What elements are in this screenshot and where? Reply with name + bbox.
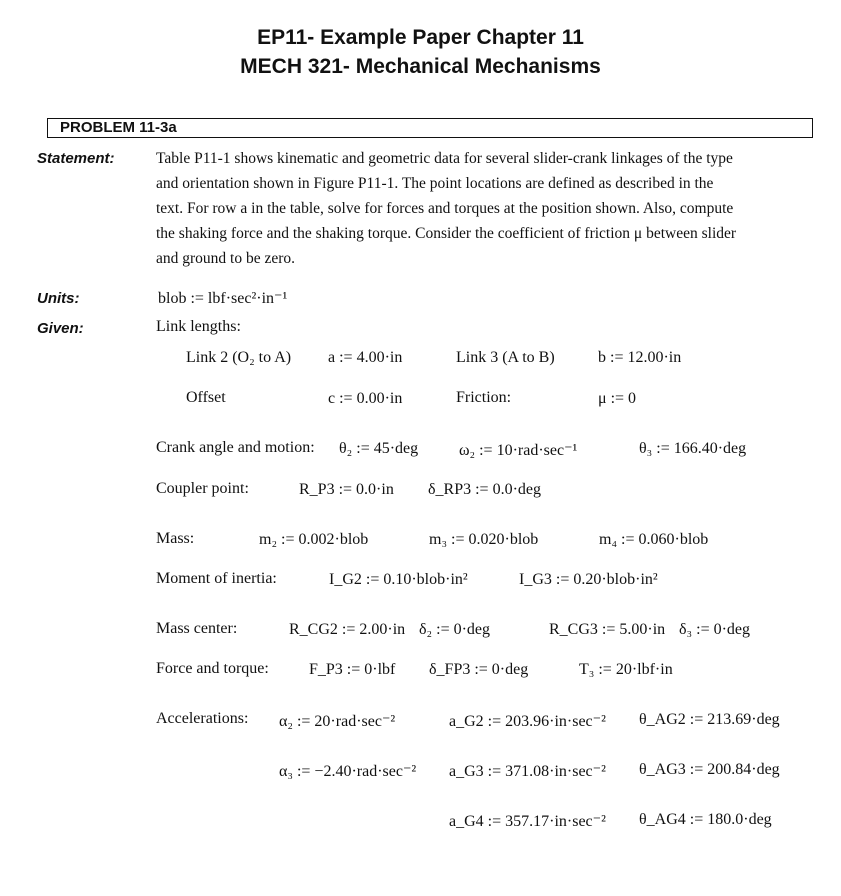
delta2-value: δ₂ := 0·deg (419, 621, 491, 638)
delta-fp3-value: δ_FP3 := 0·deg (429, 661, 529, 678)
ag3-value: a_G3 := 371.08·in·sec⁻² (449, 763, 606, 780)
accelerations-heading: Accelerations: (156, 710, 249, 727)
rcg3-value: R_CG3 := 5.00·in (549, 621, 666, 638)
t3-value: T₃ := 20·lbf·in (579, 661, 673, 678)
statement-line: and orientation shown in Figure P11-1. The point locations are defined as described in the (156, 175, 714, 192)
statement-text (156, 146, 796, 271)
coupler-heading: Coupler point: (156, 480, 249, 497)
mass-heading: Mass: (156, 530, 195, 547)
statement-line: and ground to be zero. (156, 250, 296, 267)
theta2-value: θ₂ := 45·deg (339, 440, 419, 457)
theta-ag3-value: θ_AG3 := 200.84·deg (639, 761, 780, 778)
m3-value: m₃ := 0.020·blob (429, 531, 539, 548)
rp3-value: R_P3 := 0.0·in (299, 481, 394, 498)
delta3-value: δ₃ := 0·deg (679, 621, 751, 638)
crank-heading: Crank angle and motion: (156, 439, 315, 456)
ig2-value: I_G2 := 0.10·blob·in² (329, 571, 468, 588)
offset-label: Offset (186, 389, 226, 406)
ag4-value: a_G4 := 357.17·in·sec⁻² (449, 813, 606, 830)
offset-value: c := 0.00·in (328, 390, 403, 407)
rcg2-value: R_CG2 := 2.00·in (289, 621, 406, 638)
link2-label: Link 2 (O₂ to A) (186, 349, 292, 366)
link3-label: Link 3 (A to B) (456, 349, 555, 366)
link-lengths-heading: Link lengths: (156, 318, 241, 335)
m2-value: m₂ := 0.002·blob (259, 531, 369, 548)
link2-length: a := 4.00·in (328, 349, 403, 366)
link3-length: b := 12.00·in (598, 349, 682, 366)
statement-line: the shaking force and the shaking torque. Consider the coefficient of friction μ between slider (156, 225, 737, 242)
omega2-value: ω₂ := 10·rad·sec⁻¹ (459, 442, 578, 459)
force-torque-heading: Force and torque: (156, 660, 269, 677)
paper-title: EP11- Example Paper Chapter 11 (257, 26, 584, 49)
moi-heading: Moment of inertia: (156, 570, 277, 587)
theta-ag2-value: θ_AG2 := 213.69·deg (639, 711, 780, 728)
delta-rp3-value: δ_RP3 := 0.0·deg (428, 481, 542, 498)
statement-line: Table P11-1 shows kinematic and geometric data for several slider-crank linkages of the type (156, 150, 733, 167)
ig3-value: I_G3 := 0.20·blob·in² (519, 571, 658, 588)
statement-line: text. For row a in the table, solve for forces and torques at the position shown. Also, compute (156, 200, 734, 217)
course-title: MECH 321- Mechanical Mechanisms (240, 55, 601, 78)
units-label: Units: (37, 290, 80, 307)
alpha3-value: α₃ := −2.40·rad·sec⁻² (279, 763, 417, 780)
friction-value: μ := 0 (598, 390, 637, 407)
theta-ag4-value: θ_AG4 := 180.0·deg (639, 811, 772, 828)
problem-label: PROBLEM 11-3a (60, 119, 177, 136)
alpha2-value: α₂ := 20·rad·sec⁻² (279, 713, 396, 730)
ag2-value: a_G2 := 203.96·in·sec⁻² (449, 713, 606, 730)
given-label: Given: (37, 320, 84, 337)
friction-label: Friction: (456, 389, 512, 406)
m4-value: m₄ := 0.060·blob (599, 531, 709, 548)
statement-label: Statement: (37, 150, 115, 167)
blob-definition: blob := lbf·sec²·in⁻¹ (158, 290, 288, 307)
theta3-value: θ₃ := 166.40·deg (639, 440, 747, 457)
fp3-value: F_P3 := 0·lbf (309, 661, 396, 678)
mass-center-heading: Mass center: (156, 620, 238, 637)
